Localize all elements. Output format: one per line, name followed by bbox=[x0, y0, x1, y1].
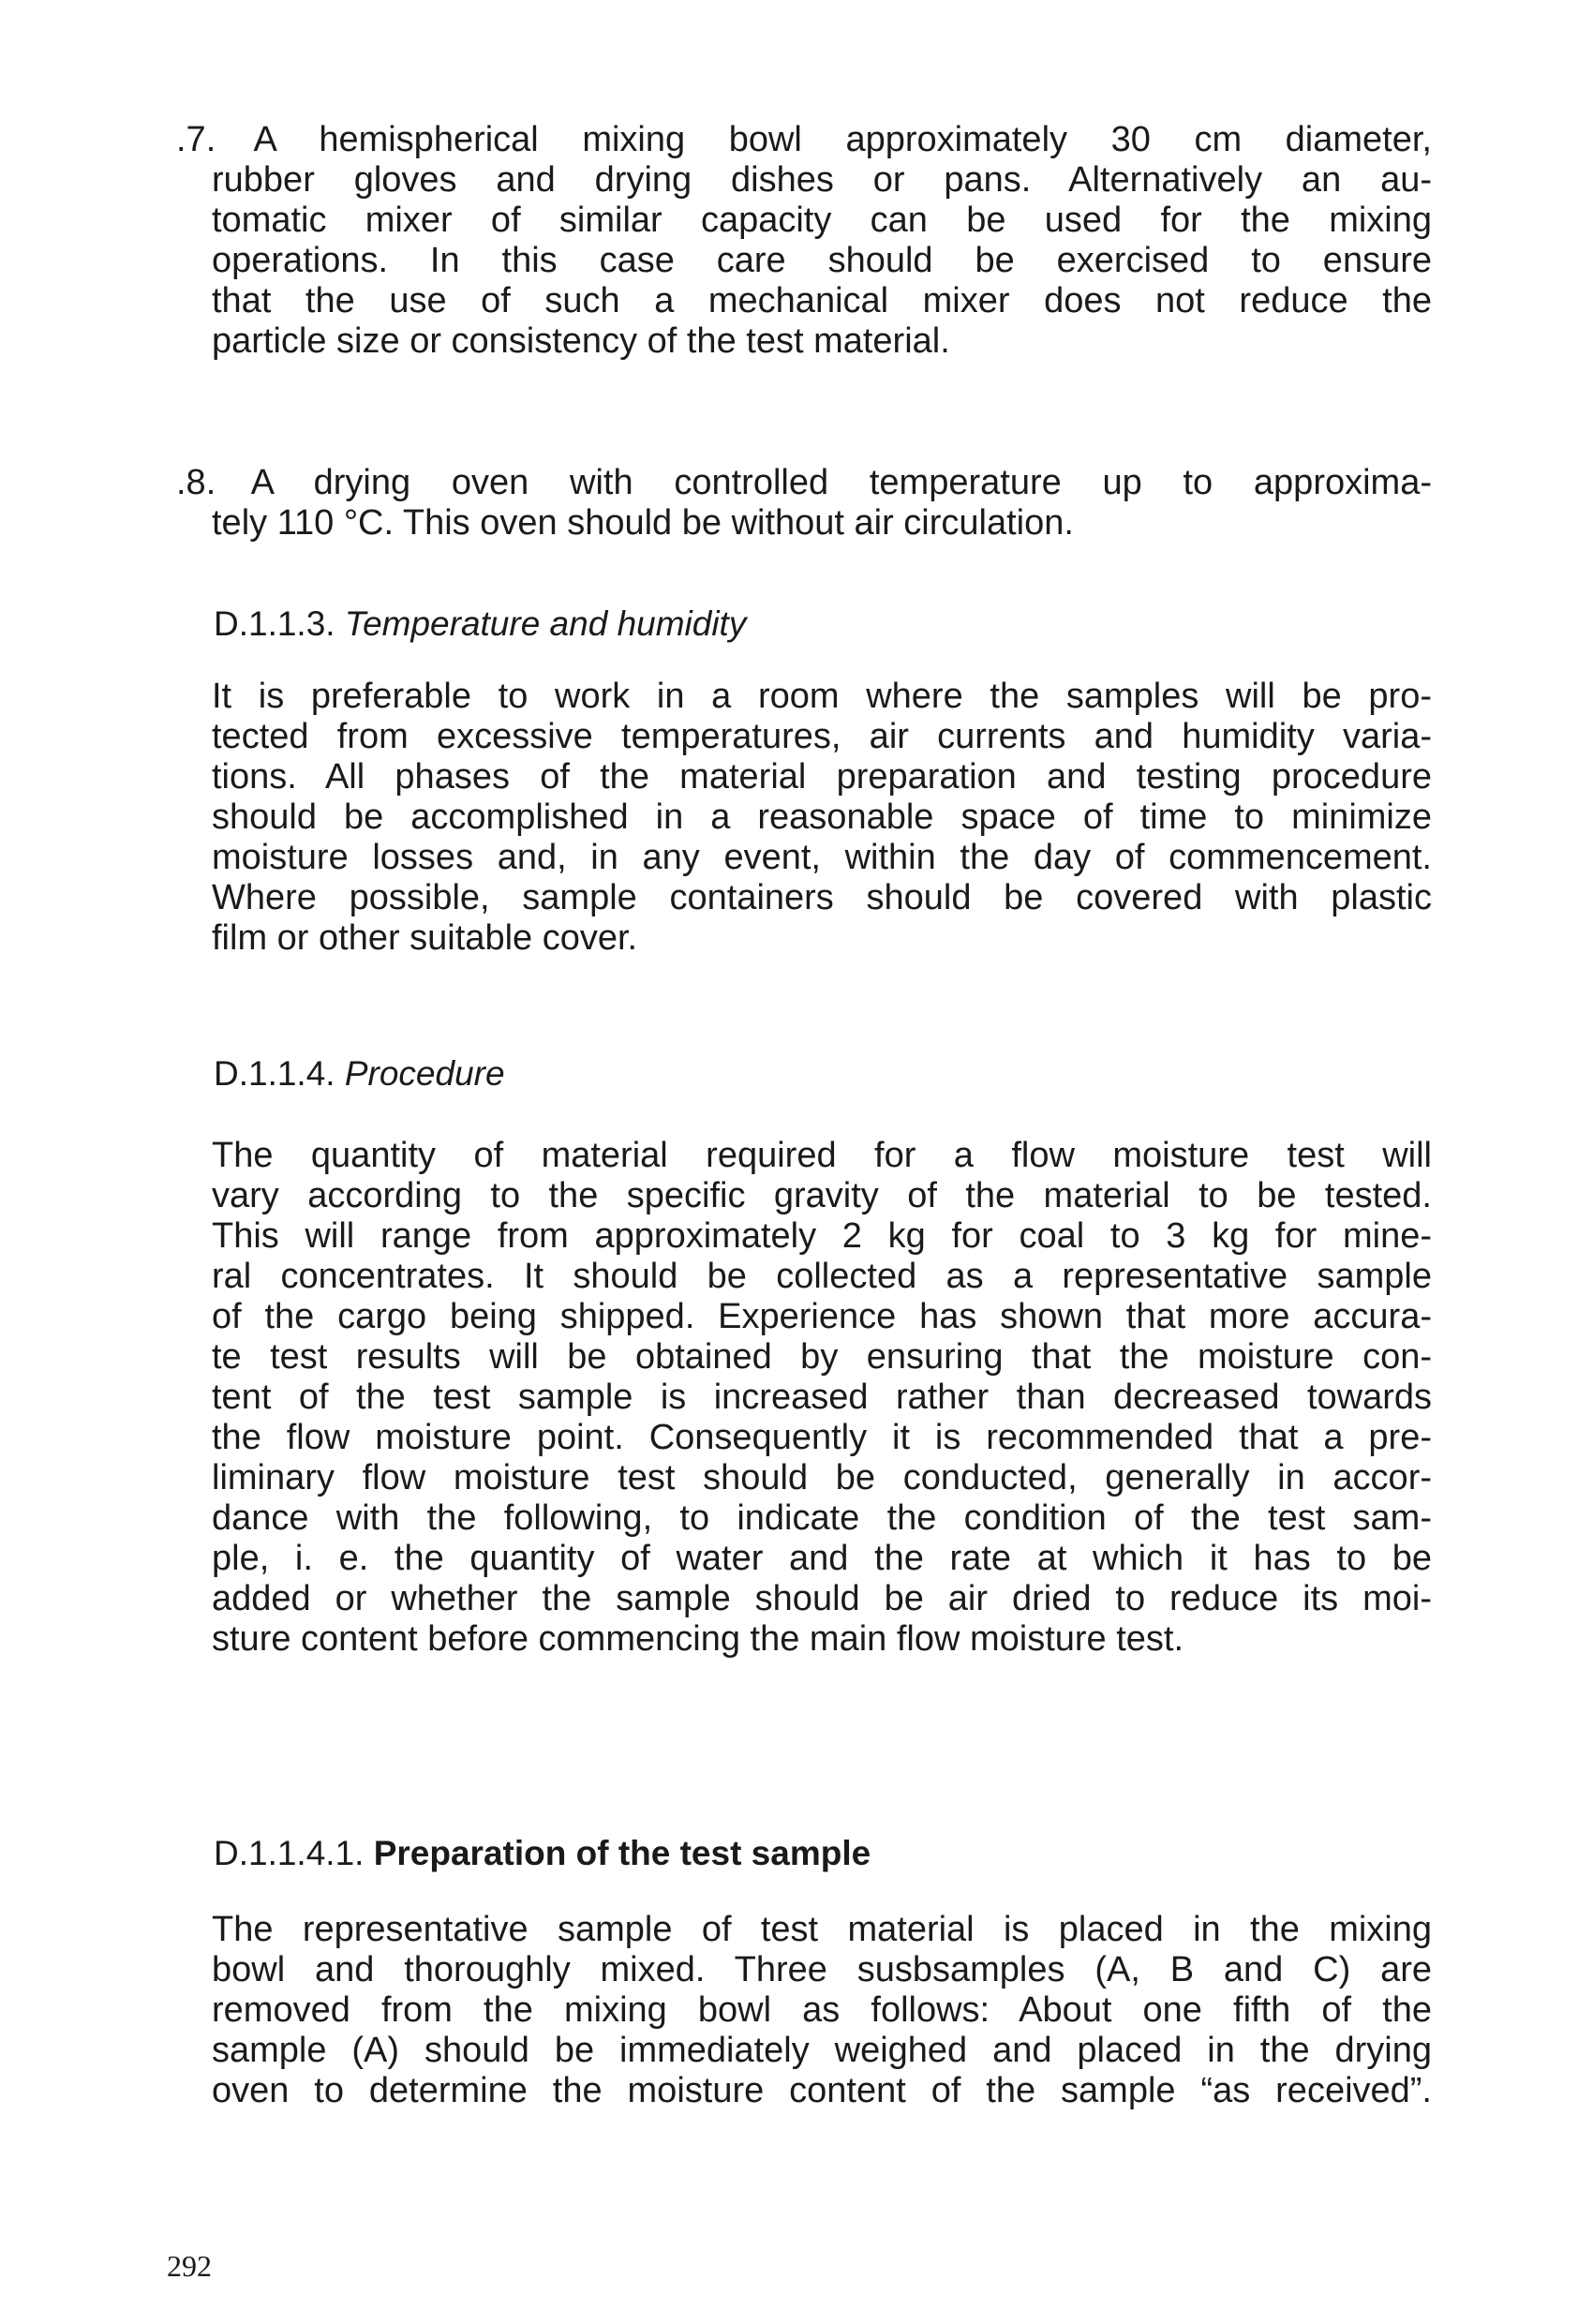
text-line: rubber gloves and drying dishes or pans. Alternatively an au- bbox=[212, 160, 1432, 200]
text-line: added or whether the sample should be air dried to reduce its moi- bbox=[212, 1579, 1432, 1618]
text-line: sample (A) should be immediately weighed and placed in the drying bbox=[212, 2031, 1432, 2070]
section-number: D.1.1.4.1. bbox=[214, 1834, 365, 1872]
section-heading-preparation bbox=[214, 1833, 871, 1873]
paragraph-preparation bbox=[212, 1910, 1432, 2111]
list-item-7 bbox=[176, 120, 1432, 362]
text-line: tomatic mixer of similar capacity can be used for the mixing bbox=[212, 201, 1432, 240]
list-item-8 bbox=[176, 463, 1432, 544]
text-line: film or other suitable cover. bbox=[212, 918, 638, 958]
text-line: ral concentrates. It should be collected as a representative sample bbox=[212, 1257, 1432, 1296]
text-line: tent of the test sample is increased rather than decreased towards bbox=[212, 1378, 1432, 1417]
section-number: D.1.1.3. bbox=[214, 604, 335, 643]
item-number: .8. bbox=[176, 463, 216, 502]
text-line: liminary flow moisture test should be conducted, generally in accor- bbox=[212, 1458, 1432, 1497]
paragraph-temperature-humidity bbox=[212, 677, 1432, 959]
text-line: tected from excessive temperatures, air currents and humidity varia- bbox=[212, 717, 1432, 756]
text-line: of the cargo being shipped. Experience has shown that more accura- bbox=[212, 1297, 1432, 1336]
text-line: the flow moisture point. Consequently it is recommended that a pre- bbox=[212, 1418, 1432, 1457]
text-line: removed from the mixing bowl as follows: About one fifth of the bbox=[212, 1990, 1432, 2030]
text-line: sture content before commencing the main flow moisture test. bbox=[212, 1619, 1184, 1659]
page-number: 292 bbox=[167, 2249, 212, 2283]
text-line: This will range from approximately 2 kg for coal to 3 kg for mine- bbox=[212, 1216, 1432, 1256]
section-title: Preparation of the test sample bbox=[373, 1834, 871, 1872]
text-line: The quantity of material required for a flow moisture test will bbox=[212, 1136, 1432, 1175]
paragraph-procedure bbox=[212, 1136, 1432, 1660]
text-line: tions. All phases of the material preparation and testing procedure bbox=[212, 757, 1432, 797]
text-line: dance with the following, to indicate the condition of the test sam- bbox=[212, 1498, 1432, 1538]
text-line: Where possible, sample containers should be covered with plastic bbox=[212, 878, 1432, 917]
text-line: bowl and thoroughly mixed. Three susbsamples (A, B and C) are bbox=[212, 1950, 1432, 1989]
text-line: .8. A drying oven with controlled temperature up to approxima- bbox=[176, 463, 1432, 502]
section-number: D.1.1.4. bbox=[214, 1054, 335, 1093]
section-title: Procedure bbox=[344, 1054, 505, 1093]
text-line: It is preferable to work in a room where the samples will be pro- bbox=[212, 677, 1432, 716]
text-line: The representative sample of test material is placed in the mixing bbox=[212, 1910, 1432, 1949]
section-heading-procedure bbox=[214, 1053, 505, 1094]
section-heading-temperature-humidity bbox=[214, 603, 746, 644]
text-line: te test results will be obtained by ensuring that the moisture con- bbox=[212, 1337, 1432, 1377]
item-number: .7. bbox=[176, 120, 216, 159]
text-line: ple, i. e. the quantity of water and the rate at which it has to be bbox=[212, 1539, 1432, 1578]
text-line: particle size or consistency of the test material. bbox=[212, 321, 950, 361]
text-line: moisture losses and, in any event, within the day of commencement. bbox=[212, 838, 1432, 877]
section-title: Temperature and humidity bbox=[344, 604, 747, 643]
text-line: vary according to the specific gravity of the material to be tested. bbox=[212, 1176, 1432, 1215]
text-line: should be accomplished in a reasonable space of time to minimize bbox=[212, 797, 1432, 837]
text-line: tely 110 °C. This oven should be without air circulation. bbox=[212, 503, 1074, 543]
text-line: oven to determine the moisture content of the sample “as received”. bbox=[212, 2071, 1432, 2110]
text-line: that the use of such a mechanical mixer does not reduce the bbox=[212, 281, 1432, 320]
text-line: operations. In this case care should be exercised to ensure bbox=[212, 241, 1432, 280]
text-line: .7. A hemispherical mixing bowl approximately 30 cm diameter, bbox=[176, 120, 1432, 159]
